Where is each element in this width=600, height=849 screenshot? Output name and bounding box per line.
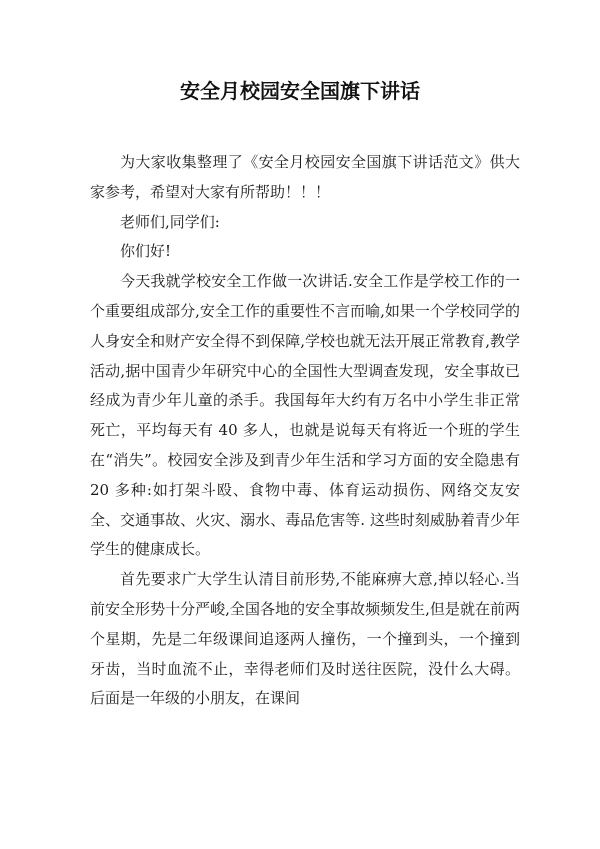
document-title: 安全月校园安全国旗下讲话 xyxy=(180,79,420,103)
paragraph-main: 今天我就学校安全工作做一次讲话.安全工作是学校工作的一个重要组成部分,安全工作的重要性不言而喻,如果一个学校同学的人身安全和财产安全得不到保障,学校也就无法开展正常教育,教学活动,据中国青少年研究中心的全国性大型调查发现，安全事故已经成为青少年儿童的杀手。我国每年大约有万名中小学生非正常死亡，平均每天有 40 多人，也就是说每天有将近一个班的学生在“消失”。校园安全涉及到青少年生活和学习方面的安全隐患有 20 多种:如打架斗殴、食物中毒、体育运动损伤、网络交友安全、交通事故、火灾、溺水、毒品危害等. 这些时刻威胁着青少年学生的健康成长。 xyxy=(90,272,520,559)
paragraph-salutation: 老师们,同学们: xyxy=(120,212,220,231)
paragraph-intro: 为大家收集整理了《安全月校园安全国旗下讲话范文》供大家参考，希望对大家有所帮助！！！ xyxy=(90,153,520,201)
paragraph-situation: 首先要求广大学生认清目前形势,不能麻痹大意,掉以轻心.当前安全形势十分严峻,全国各地的安全事故频频发生,但是就在前两个星期，先是二年级课间追逐两人撞伤，一个撞到头，一个撞到牙齿，当时血流不止，幸得老师们及时送往医院，没什么大碍。后面是一年级的小朋友，在课间 xyxy=(90,570,520,708)
paragraph-greeting: 你们好! xyxy=(120,242,172,261)
document-body xyxy=(90,148,520,714)
